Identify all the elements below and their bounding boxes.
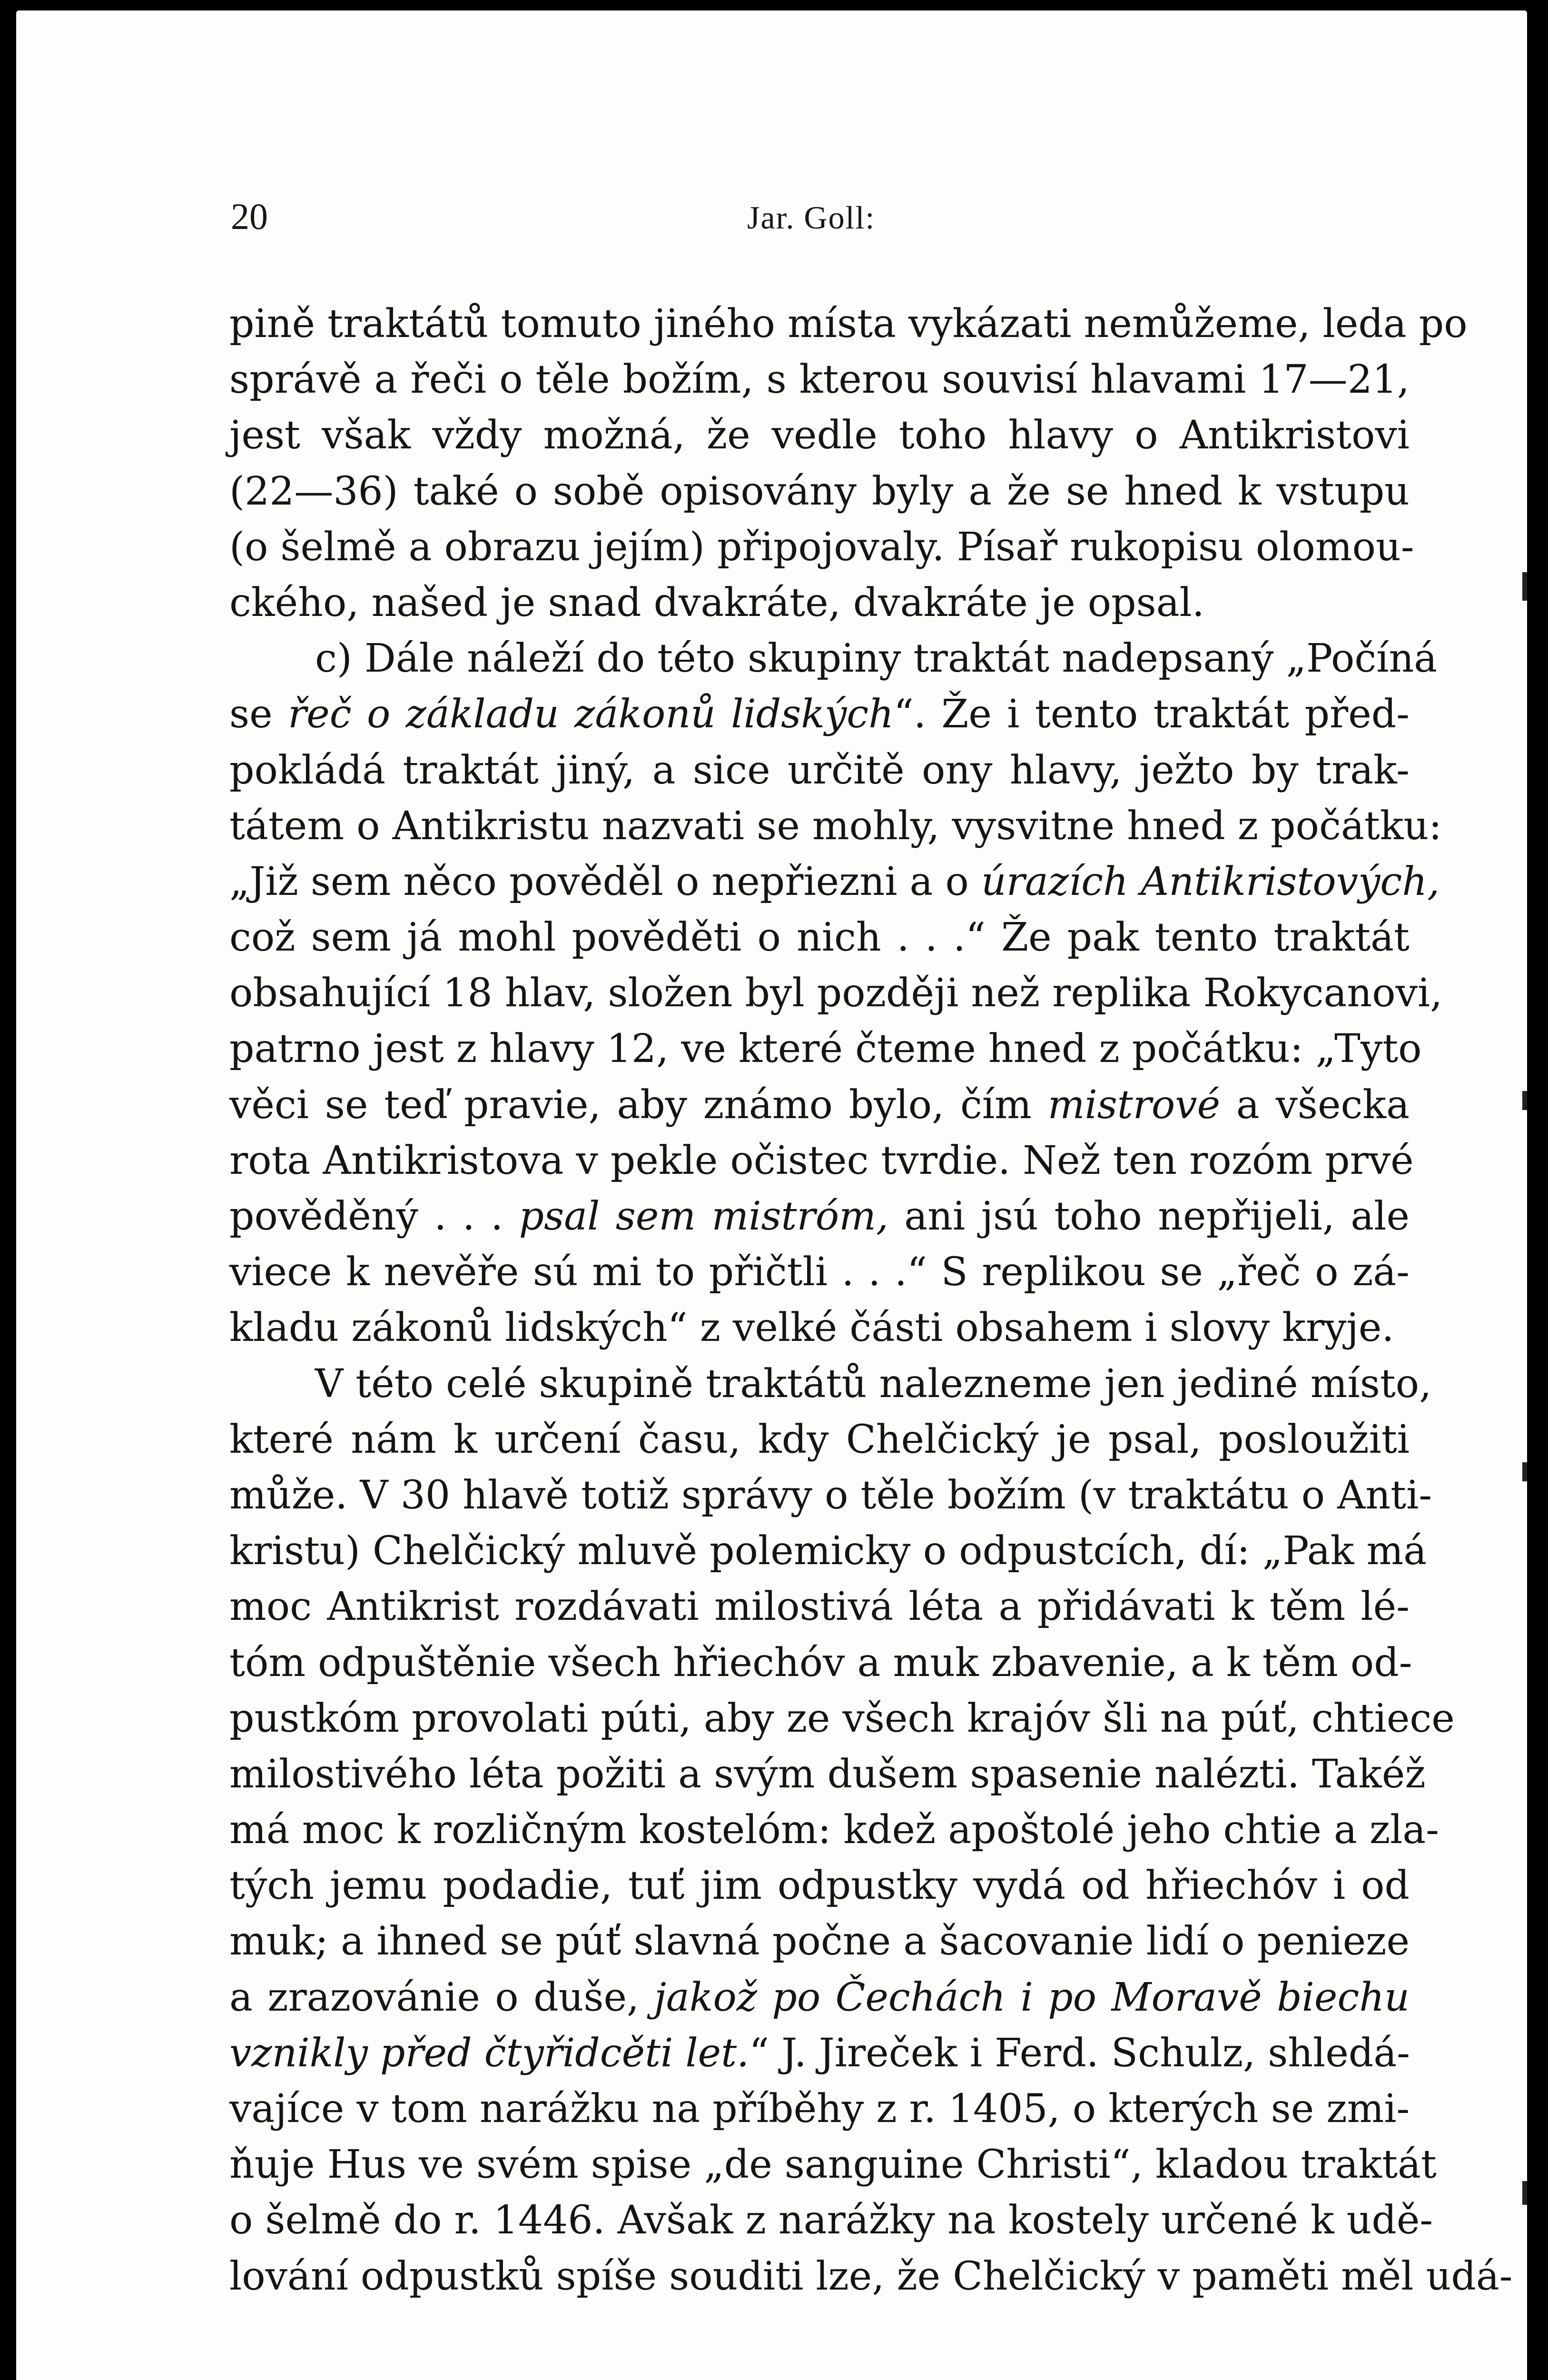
text-run: vajíce v tom narážku na příběhy z r. 1405, o kterých se zmi- (229, 2086, 1410, 2132)
italic-phrase: jakož po Čechách i po Moravě biechu (654, 1974, 1410, 2020)
text-line (229, 1970, 1410, 2025)
scan-edge-mark (1522, 1091, 1527, 1110)
text-run: “. Že i tento traktát před- (894, 692, 1410, 737)
page-number: 20 (231, 196, 268, 237)
text-line (229, 1802, 1439, 1858)
scan-edge-mark (1522, 1462, 1527, 1481)
scan-edge-mark (1522, 572, 1527, 601)
text-line (229, 1691, 1455, 1746)
text-line (229, 2249, 1513, 2304)
text-line (229, 1412, 1410, 1468)
text-line (229, 1189, 1410, 1244)
text-line (229, 1300, 1410, 1356)
text-run: c) Dále náleží do této skupiny traktát nadepsaný „Počíná (315, 636, 1438, 682)
text-run: milostivého léta požiti a svým dušem spasenie nalézti. Takéž (229, 1751, 1426, 1797)
text-run: pověděný . . . (229, 1194, 519, 1239)
body-text (229, 296, 1513, 2304)
text-line (229, 2081, 1410, 2137)
text-run: „Již sem něco pověděl o nepřiezni a o (229, 859, 981, 904)
text-run: (22—36) také o sobě opisovány byly a že se hned k vstupu (229, 468, 1410, 514)
text-line (229, 296, 1468, 352)
text-run: správě a řeči o těle božím, s kterou souvisí hlavami 17—21, (229, 357, 1410, 403)
text-line (229, 1858, 1410, 1914)
text-run: a zrazovánie o duše, (229, 1974, 654, 2020)
text-line (229, 519, 1414, 575)
text-run: věci se teď pravie, aby známo bylo, čím (229, 1082, 1048, 1128)
text-run: o šelmě do r. 1446. Avšak z narážky na kostely určené k udě- (229, 2198, 1433, 2243)
text-run: lování odpustků spíše souditi lze, že Chelčický v paměti měl udá- (229, 2253, 1513, 2299)
text-run: moc Antikrist rozdávati milostivá léta a přidávati k těm lé- (229, 1584, 1410, 1630)
text-line (229, 1635, 1410, 1691)
text-line (229, 575, 1410, 631)
italic-phrase: vznikly před čtyřidcěti let. (229, 2030, 749, 2076)
text-line (229, 1914, 1410, 1969)
running-head: Jar. Goll: (747, 199, 876, 236)
text-line (229, 743, 1410, 798)
page-header (231, 195, 1409, 248)
text-line (229, 910, 1410, 965)
italic-phrase: psal sem mistróm, (519, 1194, 888, 1239)
text-run: se (229, 692, 288, 737)
text-run: což sem já mohl pověděti o nich . . .“ Že pak tento traktát (229, 915, 1410, 961)
text-run: tých jemu podadie, tuť jim odpustky vydá od hřiechóv i od (229, 1863, 1410, 1909)
text-run: obsahující 18 hlav, složen byl později než replika Rokycanovi, (229, 971, 1443, 1016)
text-line (229, 2025, 1410, 2081)
text-run: pině traktátů tomuto jiného místa vykázati nemůžeme, leda po (229, 301, 1468, 347)
text-line (229, 1746, 1426, 1802)
paragraph-start-line (229, 631, 1438, 686)
text-line (229, 854, 1440, 910)
text-run: kladu zákonů lidských“ z velké části obsahem i slovy kryje. (229, 1305, 1394, 1351)
text-run: může. V 30 hlavě totiž správy o těle božím (v traktátu o Anti- (229, 1472, 1432, 1518)
text-line (229, 965, 1443, 1021)
text-run: ani jsú toho nepřijeli, ale (888, 1194, 1410, 1239)
text-run: “ J. Jireček i Ferd. Schulz, shledá- (749, 2030, 1410, 2076)
text-run: pustkóm provolati púti, aby ze všech krajóv šli na púť, chtiece (229, 1696, 1455, 1741)
text-line (229, 798, 1442, 854)
text-line (229, 2137, 1437, 2192)
text-line (229, 1077, 1410, 1133)
text-line (229, 1523, 1427, 1579)
text-run: ňuje Hus ve svém spise „de sanguine Christi“, kladou traktát (229, 2142, 1437, 2188)
text-line (229, 1244, 1410, 1300)
italic-title: řeč o základu zákonů lidských (287, 692, 894, 737)
text-line (229, 1468, 1432, 1523)
italic-phrase: úrazích Antikristových, (981, 859, 1440, 904)
text-run: má moc k rozličným kostelóm: kdež apoštolé jeho chtie a zla- (229, 1807, 1439, 1853)
text-run: tóm odpuštěnie všech hřiechóv a muk zbavenie, a k těm od- (229, 1640, 1412, 1686)
text-run: viece k nevěře sú mi to přičtli . . .“ S replikou se „řeč o zá- (229, 1250, 1410, 1295)
text-run: rota Antikristova v pekle očistec tvrdie. Než ten rozóm prvé (229, 1138, 1414, 1183)
text-run: (o šelmě a obrazu jejím) připojovaly. Písař rukopisu olomou- (229, 524, 1414, 570)
text-run: a všecka (1220, 1082, 1410, 1128)
text-run: jest však vždy možná, že vedle toho hlavy o Antikristovi (229, 413, 1410, 458)
text-line (229, 686, 1410, 742)
text-line (229, 1579, 1410, 1635)
scan-edge-mark (1522, 2181, 1527, 2205)
text-line (229, 2192, 1433, 2248)
text-line (229, 464, 1410, 519)
text-line (229, 407, 1410, 463)
text-run: které nám k určení času, kdy Chelčický je psal, posloužiti (229, 1417, 1410, 1462)
text-line (229, 1133, 1414, 1189)
text-run: kristu) Chelčický mluvě polemicky o odpustcích, dí: „Pak má (229, 1528, 1427, 1574)
text-run: muk; a ihned se púť slavná počne a šacovanie lidí o penieze (229, 1919, 1410, 1964)
text-run: patrno jest z hlavy 12, ve které čteme hned z počátku: „Tyto (229, 1026, 1422, 1072)
text-line (229, 352, 1410, 407)
page-sheet (16, 10, 1527, 2380)
text-line (229, 1021, 1422, 1077)
text-run: tátem o Antikristu nazvati se mohly, vysvitne hned z počátku: (229, 803, 1442, 849)
text-run: V této celé skupině traktátů nalezneme jen jediné místo, (315, 1361, 1432, 1407)
paragraph-start-line (229, 1356, 1432, 1412)
text-run: ckého, našed je snad dvakráte, dvakráte je opsal. (229, 580, 1204, 625)
text-run: pokládá traktát jiný, a sice určitě ony hlavy, ježto by trak- (229, 747, 1410, 793)
italic-phrase: mistrové (1047, 1082, 1221, 1128)
